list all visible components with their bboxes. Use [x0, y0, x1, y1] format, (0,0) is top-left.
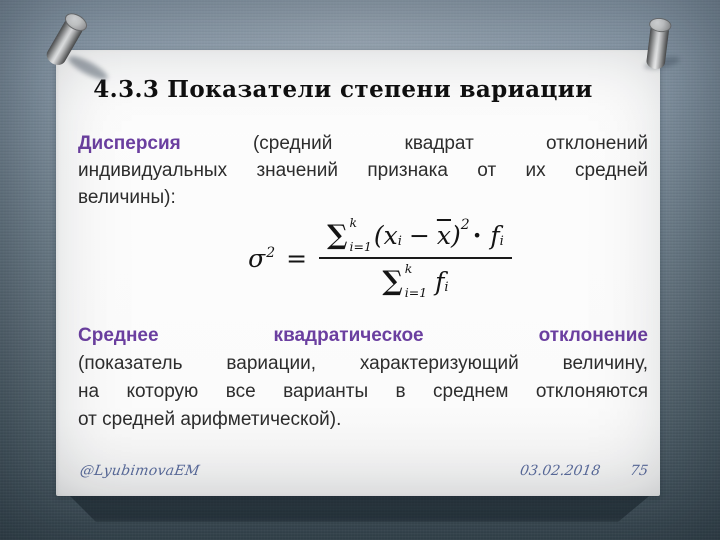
footer-signature: @LyubimovaEM: [78, 463, 201, 479]
slide-content: [78, 50, 648, 496]
sum-lower-limit: i=1: [404, 284, 428, 300]
multiplication-dot: ·: [472, 220, 482, 250]
text-line: [78, 130, 648, 157]
summation: [382, 262, 427, 300]
sum-limits: [405, 262, 427, 300]
slide-title-text: Показатели степени вариации: [167, 76, 593, 103]
text-line: [78, 322, 648, 350]
text-line: величины):: [78, 187, 176, 208]
term-dispersion: Дисперсия: [78, 133, 181, 154]
footer-page-number: 75: [629, 463, 650, 479]
squared-exponent: 2: [460, 217, 470, 233]
fraction-denominator: [374, 259, 456, 300]
x-variable: x: [383, 220, 398, 250]
slide-title: [78, 76, 608, 103]
minus-sign: −: [408, 220, 430, 250]
sigma-symbol: σ: [248, 243, 266, 273]
summation: [327, 216, 372, 254]
sum-lower-limit: i=1: [349, 238, 372, 254]
text-line: на которую все варианты в среднем отклоняются: [78, 381, 648, 402]
f-subscript: i: [444, 279, 449, 295]
paper-shadow: [60, 492, 660, 522]
variance-formula: [112, 212, 648, 304]
text-line: от средней арифметической).: [78, 409, 342, 430]
slide-title-number: 4.3.3: [93, 76, 160, 103]
term-std-deviation: Среднее квадратическое отклонение: [78, 325, 648, 346]
fraction: [319, 216, 512, 300]
sum-limits: [349, 216, 371, 254]
sum-symbol: ∑: [327, 219, 348, 251]
footer-date: 03.02.2018: [518, 463, 602, 479]
dispersion-line1-rest: (средний квадрат отклонений: [180, 133, 648, 154]
footer-right-group: [519, 463, 649, 479]
slide-paper: [56, 50, 660, 496]
f-variable: f: [490, 220, 500, 250]
sum-upper-limit: k: [349, 215, 358, 230]
f-variable: f: [435, 266, 445, 296]
x-subscript: i: [397, 233, 402, 249]
sum-symbol: ∑: [382, 265, 403, 297]
sigma-exponent: 2: [266, 244, 276, 261]
sum-upper-limit: k: [404, 261, 413, 276]
f-subscript: i: [499, 233, 504, 249]
fraction-numerator: [319, 216, 512, 257]
std-deviation-paragraph: [78, 322, 648, 434]
left-paren: (: [373, 220, 384, 250]
equals-sign: =: [286, 243, 308, 273]
formula-lhs: [248, 244, 274, 273]
x-bar: $\overline{x}$: [436, 220, 451, 250]
text-line: индивидуальных значений признака от их средней: [78, 160, 648, 181]
text-line: (показатель вариации, характеризующий величину,: [78, 353, 648, 374]
dispersion-paragraph: [78, 130, 648, 211]
slide-footer: [80, 460, 648, 482]
right-paren: ): [451, 220, 461, 250]
